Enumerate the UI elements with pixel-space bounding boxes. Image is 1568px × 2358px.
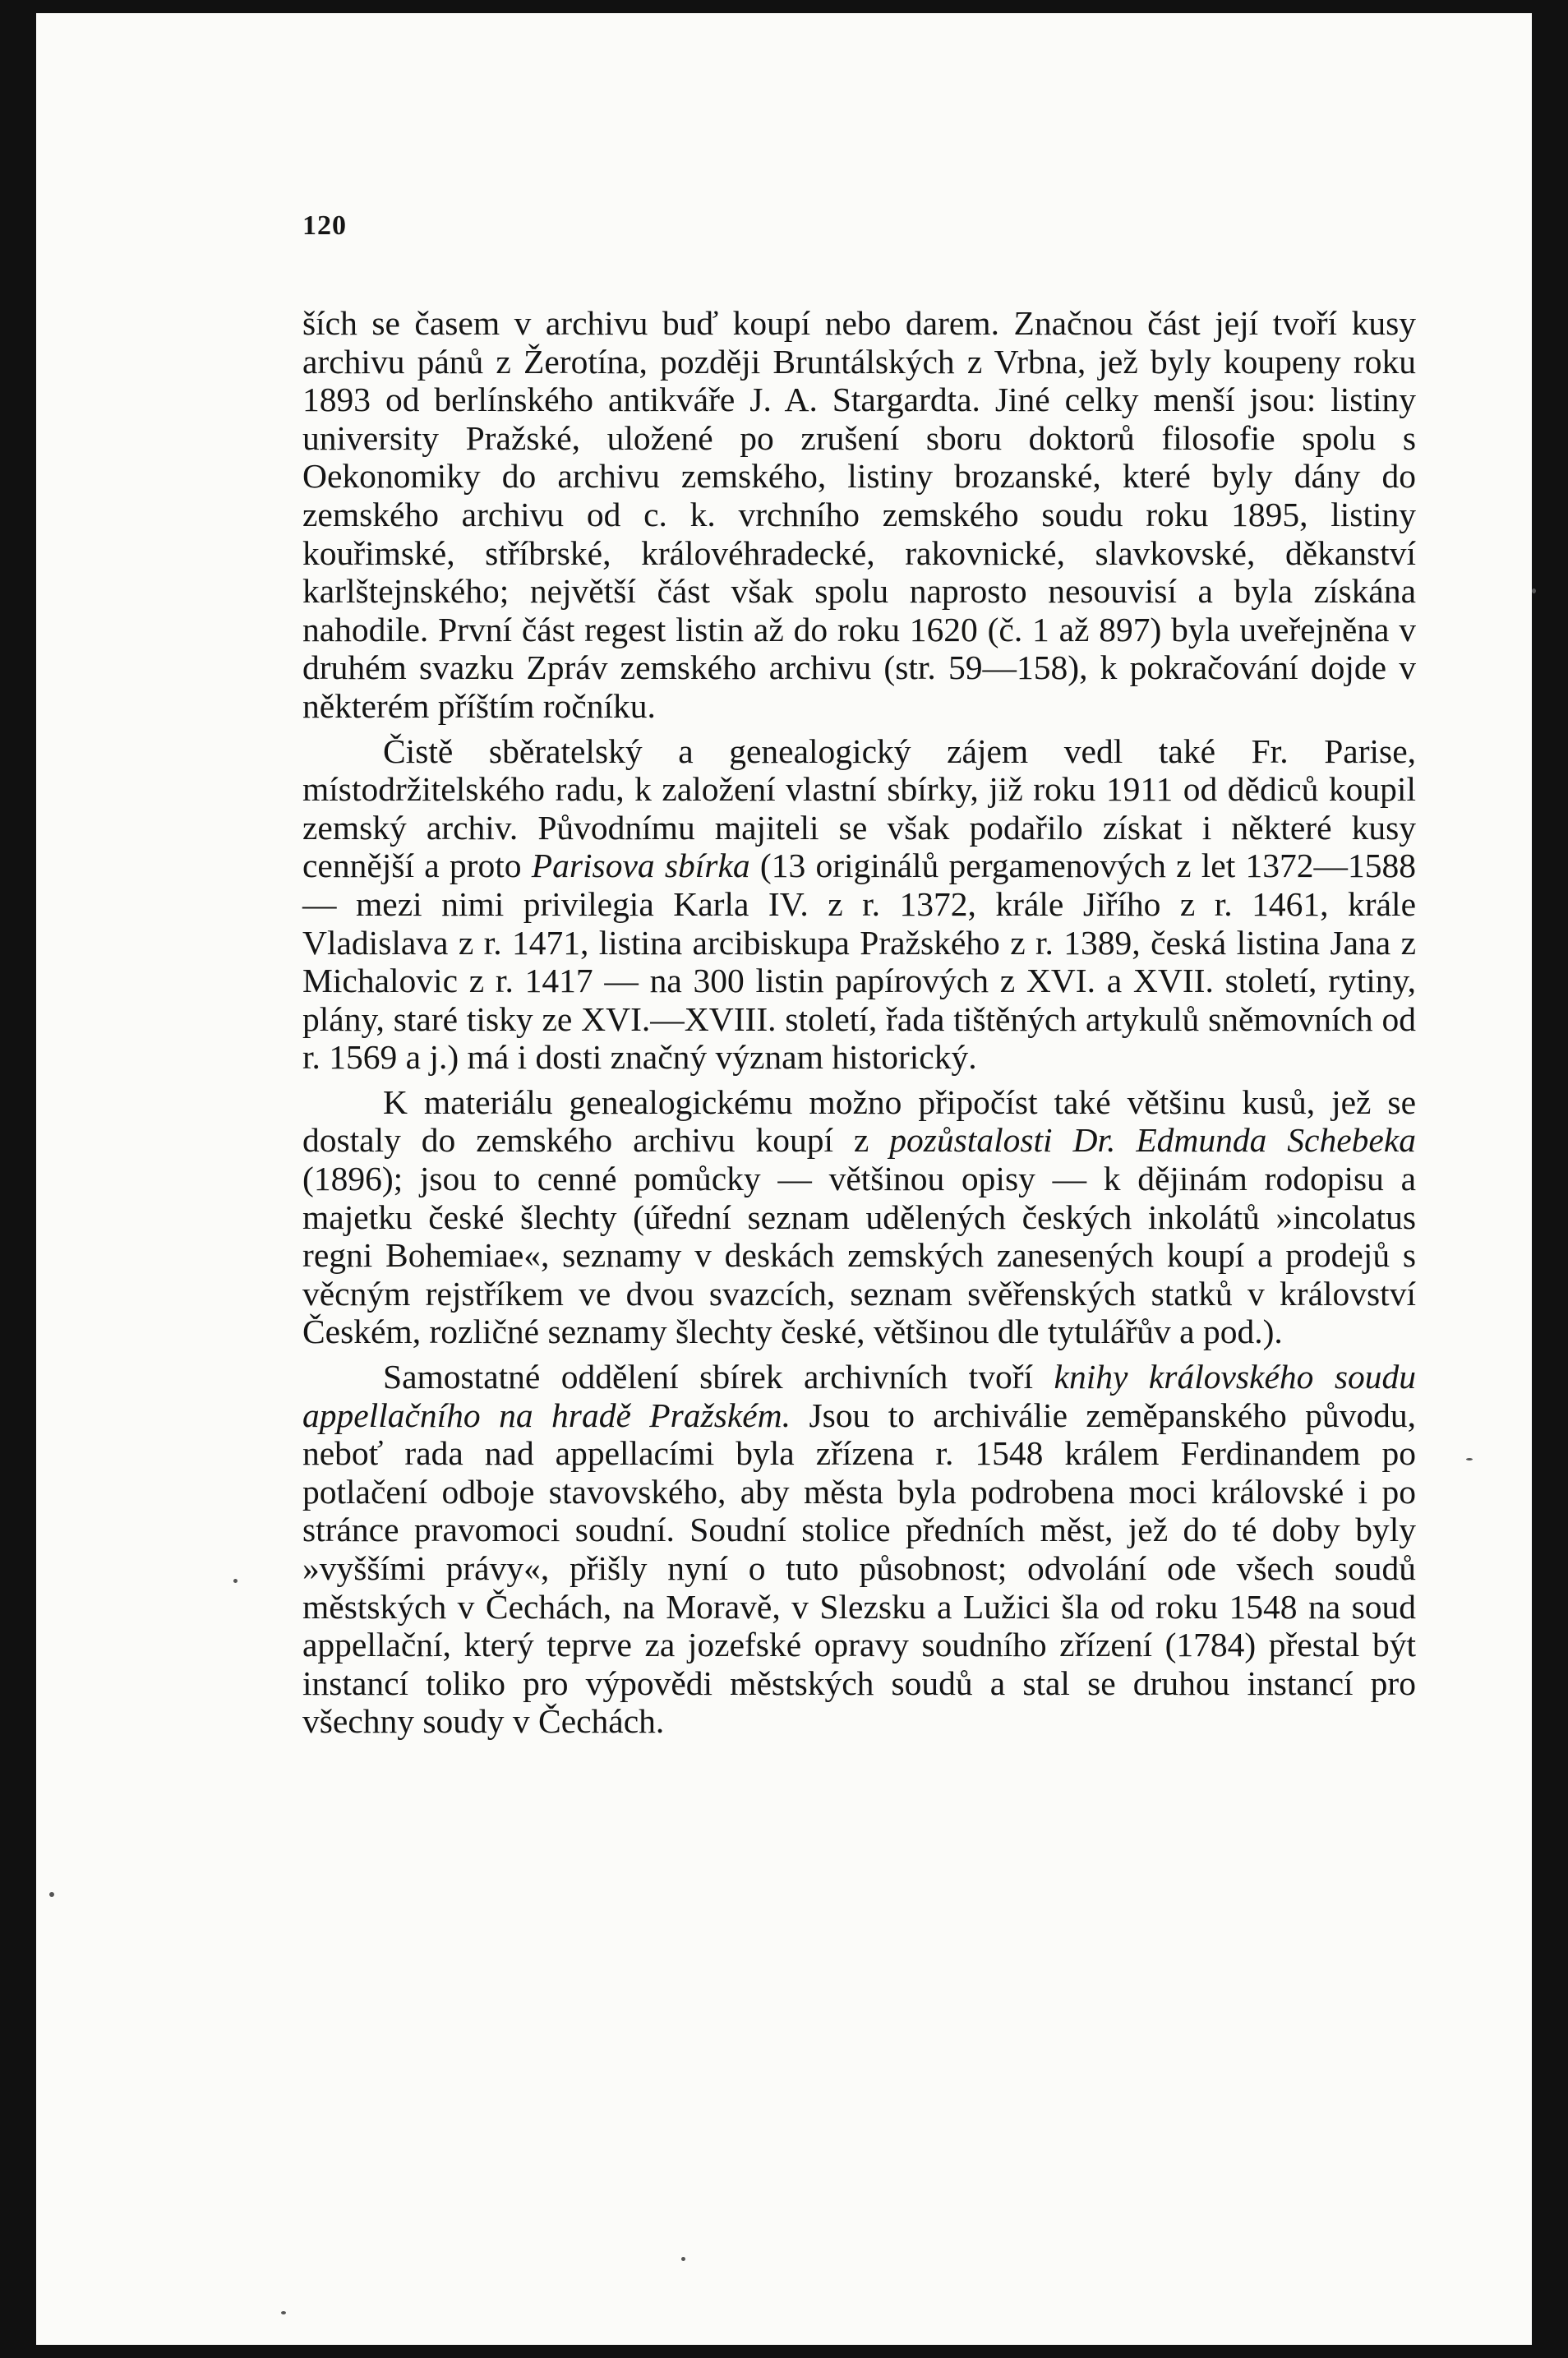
scan-speck <box>233 1579 238 1583</box>
scan-speck <box>281 2311 286 2314</box>
text-segment: K materiálu genealogickému možno připočíst také většinu kusů, jež se dostaly do zemského archivu koupí z <box>302 1082 1416 1160</box>
scan-speck <box>681 2257 685 2261</box>
page-number: 120 <box>302 210 347 241</box>
text-segment: ších se časem v archivu buď koupí nebo darem. Značnou část její tvoří kusy archivu pánů z Žerotína, později Bruntálských z Vrbna, jež byly koupeny roku 1893 od berlínského antikváře J. A. Stargardta. Jiné celky menší jsou: listiny university Pražské, uložené po zrušení sboru doktorů filosofie spolu s Oekonomiky do archivu zemského, listiny brozanské, které byly dány do zemského archivu od c. k. vrchního zemského soudu roku 1895, listiny kouřimské, stříbrské, královéhradecké, rakovnické, slavkovské, děkanství karlštejnského; největší část však spolu naprosto nesouvisí a byla získána nahodile. První část regest listin až do roku 1620 (č. 1 až 897) byla uveřejněna v druhém svazku Zpráv zemského archivu (str. 59—158), k pokračování dojde v některém příštím ročníku. <box>302 304 1416 725</box>
paragraph <box>302 732 1416 1077</box>
italic-text-segment: knihy královského soudu appellačního na hradě Pražském. <box>302 1358 1417 1434</box>
text-segment: (13 originálů pergamenových z let 1372—1588 — mezi nimi privilegia Karla IV. z r. 1372, krále Jiřího z r. 1461, krále Vladislava z r. 1471, listina arcibiskupa Pražského z r. 1389, česká listina Jana z Michalovic z r. 1417 — na 300 listin papírových z XVI. a XVII. století, rytiny, plány, staré tisky ze XVI.—XVIII. století, řada tištěných artykulů sněmovních od r. 1569 a j.) má i dosti značný význam historický. <box>302 847 1416 1077</box>
text-segment: (1896); jsou to cenné pomůcky — většinou opisy — k dějinám rodopisu a majetku české šlechty (úřední seznam udělených českých inkolátů »incolatus regni Bohemiae«, seznamy v deskách zemských zanesených koupí a prodejů s věcným rejstříkem ve dvou svazcích, seznam svěřenských statků v království Českém, rozličné seznamy šlechty české, většinou dle tytulářův a pod.). <box>302 1160 1416 1351</box>
scan-speck <box>1532 588 1536 593</box>
scan-speck <box>1466 1458 1473 1460</box>
paragraph <box>302 1083 1416 1351</box>
body-text <box>302 304 1416 1747</box>
text-segment: Čistě sběratelský a genealogický zájem vedl také Fr. Parise, místodržitelského radu, k založení vlastní sbírky, již roku 1911 od dědiců koupil zemský archiv. Původnímu majiteli se však podařilo získat i některé kusy cennější a proto <box>302 731 1416 885</box>
text-segment: Jsou to archiválie zeměpanského původu, neboť rada nad appellacími byla zřízena r. 1548 králem Ferdinandem po potlačení odboje stavovského, aby města byla podrobena moci královské i po stránce pravomoci soudní. Soudní stolice předních měst, jež do té doby byly »vyššími právy«, přišly nyní o tuto působnost; odvolání ode všech soudů městských v Čechách, na Moravě, v Slezsku a Lužici šla od roku 1548 na soud appellační, který teprve za jozefské opravy soudního zřízení (1784) přestal být instancí toliko pro výpovědi městských soudů a stal se druhou instancí pro všechny soudy v Čechách. <box>302 1396 1417 1741</box>
italic-text-segment: Parisova sbírka <box>531 847 750 885</box>
paragraph <box>302 1358 1416 1741</box>
italic-text-segment: pozůstalosti Dr. Edmunda Schebeka <box>889 1121 1416 1160</box>
paragraph <box>302 304 1416 726</box>
scan-speck <box>49 1892 54 1897</box>
text-segment: Samostatné oddělení sbírek archivních tvoří <box>383 1358 1054 1396</box>
